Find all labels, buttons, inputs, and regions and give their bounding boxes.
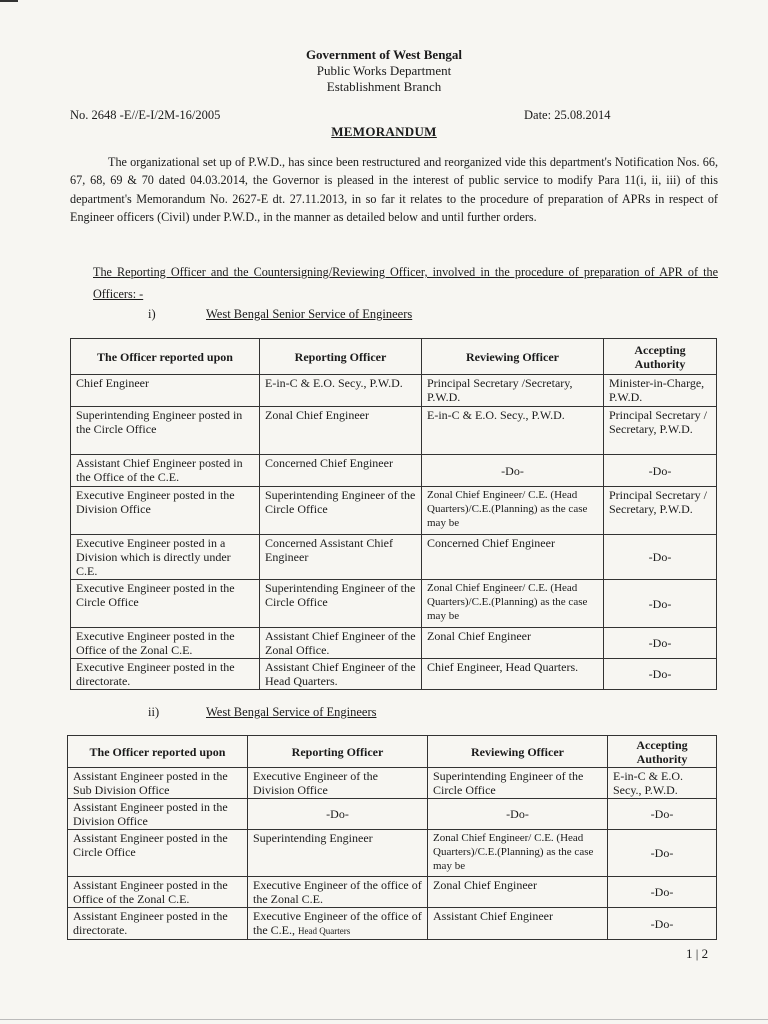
table-row (71, 535, 717, 580)
table-cell: Assistant Engineer posted in the Circle Office (68, 830, 248, 877)
body-paragraph: The organizational set up of P.W.D., has since been restructured and reorganized vide this department's Notification Nos. 66, 67, 68, 69 & 70 dated 04.03.2014, the Governor is pleased in the interest of public service to modify Para 11(i, ii, iii) of this department's Memorandum No. 2627-E dt. 27.11.2013, in so far it relates to the procedure of preparation of APRs in respect of Engineer officers (Civil) under P.W.D., in the manner as detailed below and until further orders. (70, 155, 718, 224)
table-cell: Assistant Chief Engineer of the Zonal Office. (260, 628, 422, 659)
table-cell: Assistant Chief Engineer of the Head Quarters. (260, 659, 422, 690)
table-cell: -Do- (248, 799, 428, 830)
table-row (71, 580, 717, 628)
table-cell: -Do- (428, 799, 608, 830)
section-2-number: ii) (148, 705, 160, 719)
table-cell: -Do- (604, 580, 717, 628)
column-header: The Officer reported upon (68, 736, 248, 768)
section-1-title (148, 307, 412, 322)
senior-service-table (70, 338, 717, 690)
page-number: 1 | 2 (686, 946, 709, 961)
table-cell: Executive Engineer posted in the Circle Office (71, 580, 260, 628)
table-cell: -Do- (604, 455, 717, 487)
table-cell: -Do- (604, 628, 717, 659)
table-row (68, 830, 717, 877)
table-header-row (71, 339, 717, 375)
table-cell: Zonal Chief Engineer/ C.E. (Head Quarters)/C.E.(Planning) as the case may be (422, 487, 604, 535)
column-header: Reviewing Officer (422, 339, 604, 375)
table-cell: Superintending Engineer of the Circle Office (260, 487, 422, 535)
table-cell: -Do- (422, 455, 604, 487)
table-cell: Zonal Chief Engineer (428, 877, 608, 908)
column-header: Reporting Officer (248, 736, 428, 768)
table-row (71, 487, 717, 535)
section-2-title-text: West Bengal Service of Engineers (206, 705, 377, 719)
reference-number: No. 2648 -E//E-I/2M-16/2005 (70, 108, 221, 122)
table-cell: Concerned Chief Engineer (260, 455, 422, 487)
table-cell: -Do- (604, 535, 717, 580)
reporting-officer-text: Executive Engineer of the office of the C.E., (253, 909, 422, 937)
table-cell: -Do- (608, 799, 717, 830)
table-cell: Principal Secretary / Secretary, P.W.D. (604, 487, 717, 535)
column-header: Accepting Authority (604, 339, 717, 375)
table-cell: Principal Secretary / Secretary, P.W.D. (604, 407, 717, 455)
table-row (71, 375, 717, 407)
table-cell: Superintending Engineer posted in the Circle Office (71, 407, 260, 455)
table-cell: Executive Engineer posted in the Office of the Zonal C.E. (71, 628, 260, 659)
column-header: The Officer reported upon (71, 339, 260, 375)
branch-name: Establishment Branch (326, 79, 442, 94)
table-cell: Zonal Chief Engineer/ C.E. (Head Quarters)/C.E.(Planning) as the case may be (428, 830, 608, 877)
section-2-title (148, 705, 376, 720)
table-row (68, 877, 717, 908)
table-cell: Executive Engineer posted in the directorate. (71, 659, 260, 690)
table-cell: E-in-C & E.O. Secy., P.W.D. (608, 768, 717, 799)
column-header: Accepting Authority (608, 736, 717, 768)
table-cell (248, 908, 428, 940)
table-row (68, 768, 717, 799)
section-1-title-text: West Bengal Senior Service of Engineers (206, 307, 413, 321)
table-cell: Zonal Chief Engineer (422, 628, 604, 659)
table-cell: -Do- (608, 877, 717, 908)
table-cell: E-in-C & E.O. Secy., P.W.D. (260, 375, 422, 407)
table-cell: Assistant Engineer posted in the Division Office (68, 799, 248, 830)
table-cell: Zonal Chief Engineer (260, 407, 422, 455)
column-header: Reviewing Officer (428, 736, 608, 768)
table-cell: Assistant Chief Engineer (428, 908, 608, 940)
table-row (71, 659, 717, 690)
department-name: Public Works Department (316, 63, 452, 78)
table-row (71, 628, 717, 659)
table-cell: Assistant Engineer posted in the Sub Division Office (68, 768, 248, 799)
table-cell: -Do- (608, 830, 717, 877)
table-header-row (68, 736, 717, 768)
table-cell: Superintending Engineer of the Circle Office (428, 768, 608, 799)
table-cell: Superintending Engineer (248, 830, 428, 877)
table-cell: Assistant Chief Engineer posted in the Office of the C.E. (71, 455, 260, 487)
table-cell: Concerned Assistant Chief Engineer (260, 535, 422, 580)
table-cell: Executive Engineer posted in the Division Office (71, 487, 260, 535)
table-cell: Minister-in-Charge, P.W.D. (604, 375, 717, 407)
table-cell: Principal Secretary /Secretary, P.W.D. (422, 375, 604, 407)
table-cell: -Do- (604, 659, 717, 690)
table-cell: Superintending Engineer of the Circle Office (260, 580, 422, 628)
scan-bottom-edge (0, 1019, 768, 1020)
table-cell: E-in-C & E.O. Secy., P.W.D. (422, 407, 604, 455)
memo-title: MEMORANDUM (331, 124, 437, 139)
table-row (68, 908, 717, 940)
table-row (71, 407, 717, 455)
government-name: Government of West Bengal (305, 47, 463, 62)
memo-date: Date: 25.08.2014 (524, 108, 611, 122)
reporting-officer-subheading: The Reporting Officer and the Countersigning/Reviewing Officer, involved in the procedure of preparation of APR of the Officers: - (93, 265, 718, 301)
section-1-number: i) (148, 307, 156, 321)
table-cell: Chief Engineer, Head Quarters. (422, 659, 604, 690)
head-quarters-suffix: Head Quarters (298, 926, 351, 936)
table-cell: Chief Engineer (71, 375, 260, 407)
table-cell: Executive Engineer posted in a Division which is directly under C.E. (71, 535, 260, 580)
table-cell: Assistant Engineer posted in the directorate. (68, 908, 248, 940)
table-row (68, 799, 717, 830)
letterhead (0, 47, 768, 95)
column-header: Reporting Officer (260, 339, 422, 375)
table-cell: Zonal Chief Engineer/ C.E. (Head Quarters)/C.E.(Planning) as the case may be (422, 580, 604, 628)
table-cell: Concerned Chief Engineer (422, 535, 604, 580)
service-of-engineers-table (67, 735, 717, 940)
scan-edge-mark (0, 0, 18, 2)
table-row (71, 455, 717, 487)
table-cell: Executive Engineer of the office of the Zonal C.E. (248, 877, 428, 908)
table-cell: Executive Engineer of the Division Office (248, 768, 428, 799)
table-cell: Assistant Engineer posted in the Office of the Zonal C.E. (68, 877, 248, 908)
table-cell: -Do- (608, 908, 717, 940)
